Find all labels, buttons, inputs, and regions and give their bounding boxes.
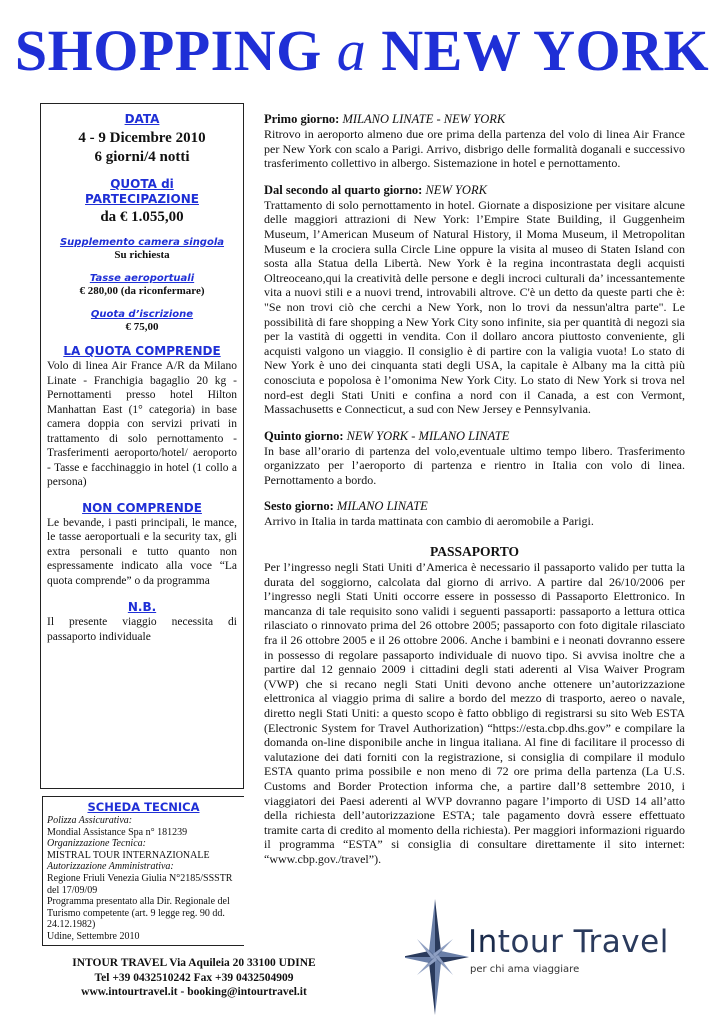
quota-heading-line1: QUOTA di bbox=[110, 177, 174, 191]
logo-tagline: per chi ama viaggiare bbox=[470, 964, 580, 975]
agency-footer bbox=[40, 956, 348, 1000]
scheda-line-6: Regione Friuli Venezia Giulia N°2185/SSSTR del 17/09/09 bbox=[47, 872, 233, 896]
nb-heading: N.B. bbox=[127, 600, 157, 614]
passaporto-heading: PASSAPORTO bbox=[429, 544, 520, 560]
iscrizione-value: € 75,00 bbox=[125, 321, 159, 333]
day1-text: Ritrovo in aeroporto almeno due ore prima della partenza del volo di linea Air France per New York con scalo a Parigi. Arrivo, disbrigo delle formalità doganali e successivo trasferimento collettivo in albergo. Sistemazione in hotel e pernottamento. bbox=[264, 127, 685, 171]
scheda-line-5: Autorizzazione Amministrativa: bbox=[47, 861, 174, 873]
logo-wordmark bbox=[468, 924, 669, 960]
day1-label: Primo giorno: bbox=[264, 112, 340, 126]
day5-text: In base all’orario di partenza del volo,eventuale ultimo tempo libero. Trasferimento organizzato per l’aeroporto di partenza e rientro in Italia con volo di linea. Pernottamento a bordo. bbox=[264, 443, 685, 487]
title-part-new-york: NEW YORK bbox=[381, 18, 710, 83]
day2-label: Dal secondo al quarto giorno: bbox=[264, 182, 423, 197]
title-part-a: a bbox=[336, 18, 367, 83]
scheda-line-7: Programma presentato alla Dir. Regionale del Turismo competente (art. 9 legge reg. 90 dd. 24.12.1982) bbox=[47, 896, 230, 931]
passaporto-text: Per l’ingresso negli Stati Uniti d’America è necessario il passaporto valido per tutta la durata del soggiorno, calcolata dal giorno di arrivo. A partire dal 26/10/2006 per l’ingresso negli Stati Uniti occorre essere in possesso di Passaporto Elettronico. In mancanza di tale requisito sono validi i seguenti passaporti: passaporto a lettura ottica rilasciato o rinnovato prima del 26 ottobre 2005; passaporto con foto digitale rilasciato fra il 26 ottobre 2005 e il 26 ottobre 2006. Anche i bambini e i neonati dovranno essere in possesso di regolare passaporto individuale di nuovo tipo. Si avvisa inoltre che a partire dal 12 gennaio 2009 i cittadini degli stati aderenti al Visa Waiver Program (VWP) che si recano negli Stati Uniti devono anche ottenere un’autorizzazione elettronica al viaggio prima di salire a bordo del mezzo di trasporto, aereo o navale, diretto negli Stati Uniti: a questo scopo è fatto obbligo di registrarsi su sito Web ESTA (Electronic System for Travel Authorization) “https://esta.cbp.dhs.gov” e compilare la domanda on-line disponibile anche in lingua italiana. Al fine di facilitare il processo di valutazione dei dati forniti con la registrazione, si consiglia di compilare il modulo ESTA quanto prima possibile e non meno di 72 ore prima della partenza (La U.S. Customs and Border Protection informa che, a partire dall’8 settembre 2010, i viaggiatori dei Paesi aderenti al WVP dovranno pagare l’importo di USD 14 all’atto della richiesta dell’autorizzazione ESTA; tale pagamento dovrà essere effettuato tramite carta di credito al momento della richiesta). Per maggiori informazioni riguardo il programma “ESTA” si consiglia di consultare direttamente il sito internet: “www.cbp.gov./travel”). bbox=[264, 560, 685, 866]
day2-text: Trattamento di solo pernottamento in hotel. Giornate a disposizione per visitare alcune delle maggiori attrazioni di New York: l’Empire State Building, il Guggenheim Museum, l’American Museum of Natural History, il Moma Museum, il Metropolitan Museum e la crociera sulla Circle Line oppure la visita al museo di Staten Island con sosta alla Statua della Libertà. New York è la regina incontrastata degli acquisti Oltreoceano,qui la creatività delle persone e degli incroci culturali da’ incessantemente vita a nuovi stili e a nuovi trend, introvabili altrove. C'è un detto da queste parti che è: "Se non trovi ciò che cerchi a New York, non lo trovi da nessun'altra parte". Le possibilità di fare shopping a New York City sono infinite, sia per quantità di negozi sia per la vastità di oggetti in vendita. Con il dollaro ancora piuttosto conveniente, gli acquisti valgono un viaggio. Il consiglio è di partire con la valigia vuota! Lo stato di New York è uno dei cinquanta stati degli USA, la capitale è Albany ma la città più conosciuta e popolosa è l’omonima New York City. Lo stato di New York si trova nel nord-est degli Stati Uniti e confina a nord con il Canada, a est con Vermont, Massachusetts e Connecticut, a sud con New Jersey e Pennsylvania. bbox=[264, 197, 685, 417]
day5-heading bbox=[264, 429, 685, 444]
scheda-line-2: Mondial Assistance Spa n° 181239 bbox=[47, 826, 188, 838]
scheda-line-4: MISTRAL TOUR INTERNAZIONALE bbox=[47, 849, 210, 861]
day6-text: Arrivo in Italia in tarda mattinata con cambio di aeromobile a Parigi. bbox=[264, 514, 594, 529]
day6-label: Sesto giorno: bbox=[264, 499, 334, 514]
footer-phone: Tel +39 0432510242 Fax +39 0432504909 bbox=[94, 971, 294, 984]
supplement-heading: Supplemento camera singola bbox=[59, 237, 225, 248]
itinerary-column bbox=[264, 112, 685, 867]
trip-price: da € 1.055,00 bbox=[100, 209, 184, 225]
trip-duration: 6 giorni/4 notti bbox=[94, 149, 190, 165]
footer-web: www.intourtravel.it - booking@intourtravel.it bbox=[81, 986, 307, 998]
sidebar-box bbox=[40, 103, 244, 789]
iscrizione-heading: Quota d’iscrizione bbox=[90, 309, 194, 320]
day1-heading bbox=[264, 112, 685, 127]
logo-part-tour-travel: tour Travel bbox=[497, 924, 669, 960]
non-comprende-heading: NON COMPRENDE bbox=[82, 500, 202, 515]
scheda-line-8: Udine, Settembre 2010 bbox=[47, 930, 140, 942]
scheda-tecnica-box bbox=[42, 796, 244, 946]
data-heading: DATA bbox=[124, 112, 160, 126]
day2-heading bbox=[264, 183, 685, 198]
comprende-text: Volo di linea Air France A/R da Milano Linate - Franchigia bagaglio 20 kg - Pernottamenti presso hotel Hilton Manhattan East (1° categoria) in base camera doppia con servizi privati in trattamento di solo pernottamento - Trasferimenti aeroporto/hotel/ aeroporto - Tasse e facchinaggio in hotel (1 collo a persona) bbox=[47, 360, 237, 488]
footer-address: INTOUR TRAVEL Via Aquileia 20 33100 UDINE bbox=[72, 957, 316, 969]
logo-part-in: In bbox=[468, 924, 498, 960]
day6-route: MILANO LINATE bbox=[336, 499, 428, 514]
day1-route: MILANO LINATE - NEW YORK bbox=[342, 112, 506, 126]
quota-heading-line2: PARTECIPAZIONE bbox=[85, 192, 199, 206]
page-title bbox=[0, 18, 724, 83]
day6-heading bbox=[264, 499, 685, 514]
day5-route: NEW YORK - MILANO LINATE bbox=[346, 428, 510, 443]
scheda-line-3: Organizzazione Tecnica: bbox=[47, 838, 146, 850]
scheda-line-1: Polizza Assicurativa: bbox=[47, 815, 133, 826]
title-part-shopping: SHOPPING bbox=[14, 18, 322, 83]
day5-label: Quinto giorno: bbox=[264, 428, 344, 443]
tax-value: € 280,00 (da riconfermare) bbox=[79, 285, 205, 297]
trip-dates: 4 - 9 Dicembre 2010 bbox=[78, 130, 206, 146]
tax-heading: Tasse aeroportuali bbox=[89, 273, 195, 284]
day2-route: NEW YORK bbox=[425, 182, 487, 197]
comprende-heading: LA QUOTA COMPRENDE bbox=[63, 344, 221, 358]
non-comprende-text: Le bevande, i pasti principali, le mance, le tasse aeroportuali e la security tax, gli extra personali e tutto quanto non espressamente indicato alla voce “La quota comprende” o da programma bbox=[47, 516, 237, 587]
supplement-value: Su richiesta bbox=[114, 249, 170, 261]
scheda-heading: SCHEDA TECNICA bbox=[87, 800, 200, 814]
nb-text: Il presente viaggio necessita di passaporto individuale bbox=[47, 616, 237, 643]
